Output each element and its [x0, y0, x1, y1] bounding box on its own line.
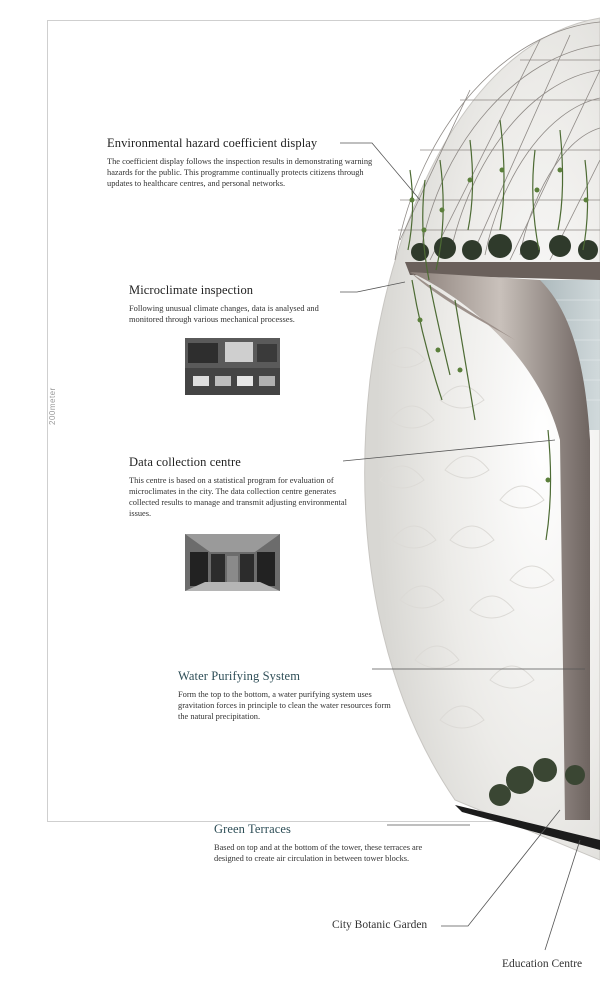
server-room-photo: [185, 534, 280, 591]
annotation-body: Based on top and at the bottom of the tower, these terraces are designed to create air circulation in between tower blocks.: [214, 843, 423, 864]
caption-botanic-garden: City Botanic Garden: [332, 919, 428, 931]
scale-label: 200meter: [48, 387, 57, 425]
annotation-body: This centre is based on a statistical program for evaluation of microclimates in the city. The data collection centre generates collected results to manage and transmit adjusting environmental issues.: [129, 476, 347, 519]
control-room-photo: [185, 338, 280, 395]
annotation-title: Data collection centre: [129, 455, 241, 469]
scale-line: [47, 20, 48, 820]
annotation-body: Following unusual climate changes, data is analysed and monitored through various mechanical processes.: [129, 304, 319, 325]
annotation-green-terraces: [214, 822, 424, 864]
annotation-title: Environmental hazard coefficient display: [107, 136, 318, 150]
annotation-title: Water Purifying System: [178, 669, 301, 683]
annotation-title: Microclimate inspection: [129, 283, 254, 297]
annotation-hazard: [107, 136, 377, 189]
annotation-body: Form the top to the bottom, a water purifying system uses gravitation forces in principle to clean the water resources form the natural precipitation.: [178, 690, 391, 722]
annotation-water: [178, 669, 398, 722]
caption-education-centre: Education Centre: [502, 958, 583, 970]
annotation-title: Green Terraces: [214, 822, 291, 836]
annotation-data-centre: [129, 455, 354, 519]
annotation-microclimate: [129, 283, 344, 325]
annotation-body: The coefficient display follows the inspection results in demonstrating warning hazards for the public. This programme continually protects citizens through updates to healthcare centres, and personal networks.: [107, 157, 373, 189]
